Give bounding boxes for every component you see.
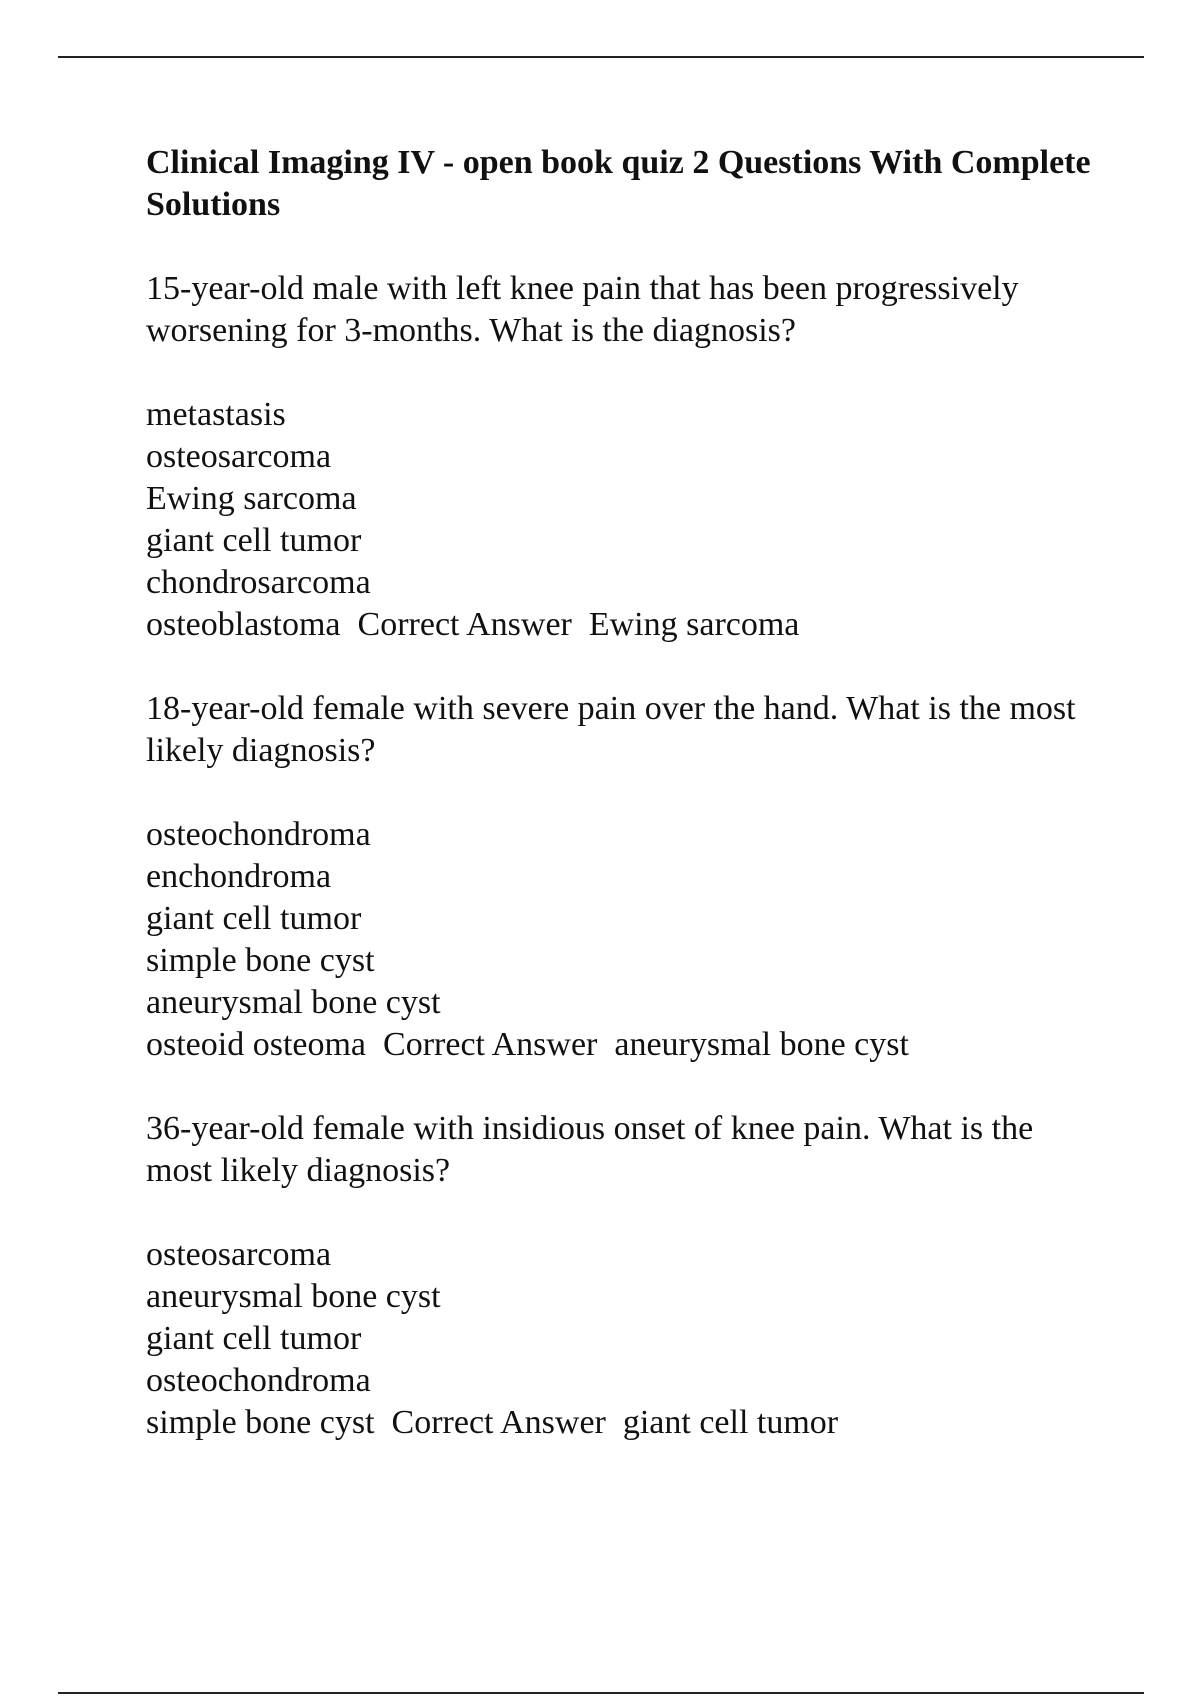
option-text: osteoblastoma [146, 606, 341, 643]
option-item: osteochondroma [146, 816, 371, 853]
correct-answer-label: Correct Answer [383, 1026, 598, 1063]
option-item: osteosarcoma [146, 1236, 332, 1273]
option-item: giant cell tumor [146, 522, 362, 559]
option-item: aneurysmal bone cyst [146, 984, 441, 1021]
document-body [146, 142, 1106, 1444]
option-list [146, 394, 1106, 646]
option-item: enchondroma [146, 858, 332, 895]
correct-answer: giant cell tumor [622, 1404, 839, 1441]
option-item: giant cell tumor [146, 1320, 362, 1357]
correct-answer: aneurysmal bone cyst [614, 1026, 909, 1063]
footer-rule [58, 1692, 1144, 1694]
option-item: osteochondroma [146, 1362, 371, 1399]
question-block [146, 1108, 1106, 1444]
option-item: Ewing sarcoma [146, 480, 357, 517]
question-stem: 36-year-old female with insidious onset of knee pain. What is the most likely diagnosis? [146, 1110, 1034, 1189]
option-list [146, 1234, 1106, 1444]
question-stem: 15-year-old male with left knee pain that has been progressively worsening for 3-months. What is the diagnosis? [146, 270, 1019, 349]
correct-answer-label: Correct Answer [391, 1404, 606, 1441]
option-item: chondrosarcoma [146, 564, 371, 601]
correct-answer-label: Correct Answer [357, 606, 572, 643]
question-block [146, 688, 1106, 1066]
question-block [146, 268, 1106, 646]
option-item: simple bone cyst [146, 942, 375, 979]
option-text: osteoid osteoma [146, 1026, 367, 1063]
option-list [146, 814, 1106, 1066]
option-item-with-answer [146, 604, 1106, 646]
option-item-with-answer [146, 1024, 1106, 1066]
option-item: osteosarcoma [146, 438, 332, 475]
header-rule [58, 56, 1144, 58]
document-title: Clinical Imaging IV - open book quiz 2 Questions With Complete Solutions [146, 144, 1091, 223]
option-item-with-answer [146, 1402, 1106, 1444]
option-text: simple bone cyst [146, 1404, 375, 1441]
correct-answer: Ewing sarcoma [588, 606, 800, 643]
option-item: aneurysmal bone cyst [146, 1278, 441, 1315]
question-stem: 18-year-old female with severe pain over the hand. What is the most likely diagnosis? [146, 690, 1076, 769]
option-item: metastasis [146, 396, 286, 433]
option-item: giant cell tumor [146, 900, 362, 937]
